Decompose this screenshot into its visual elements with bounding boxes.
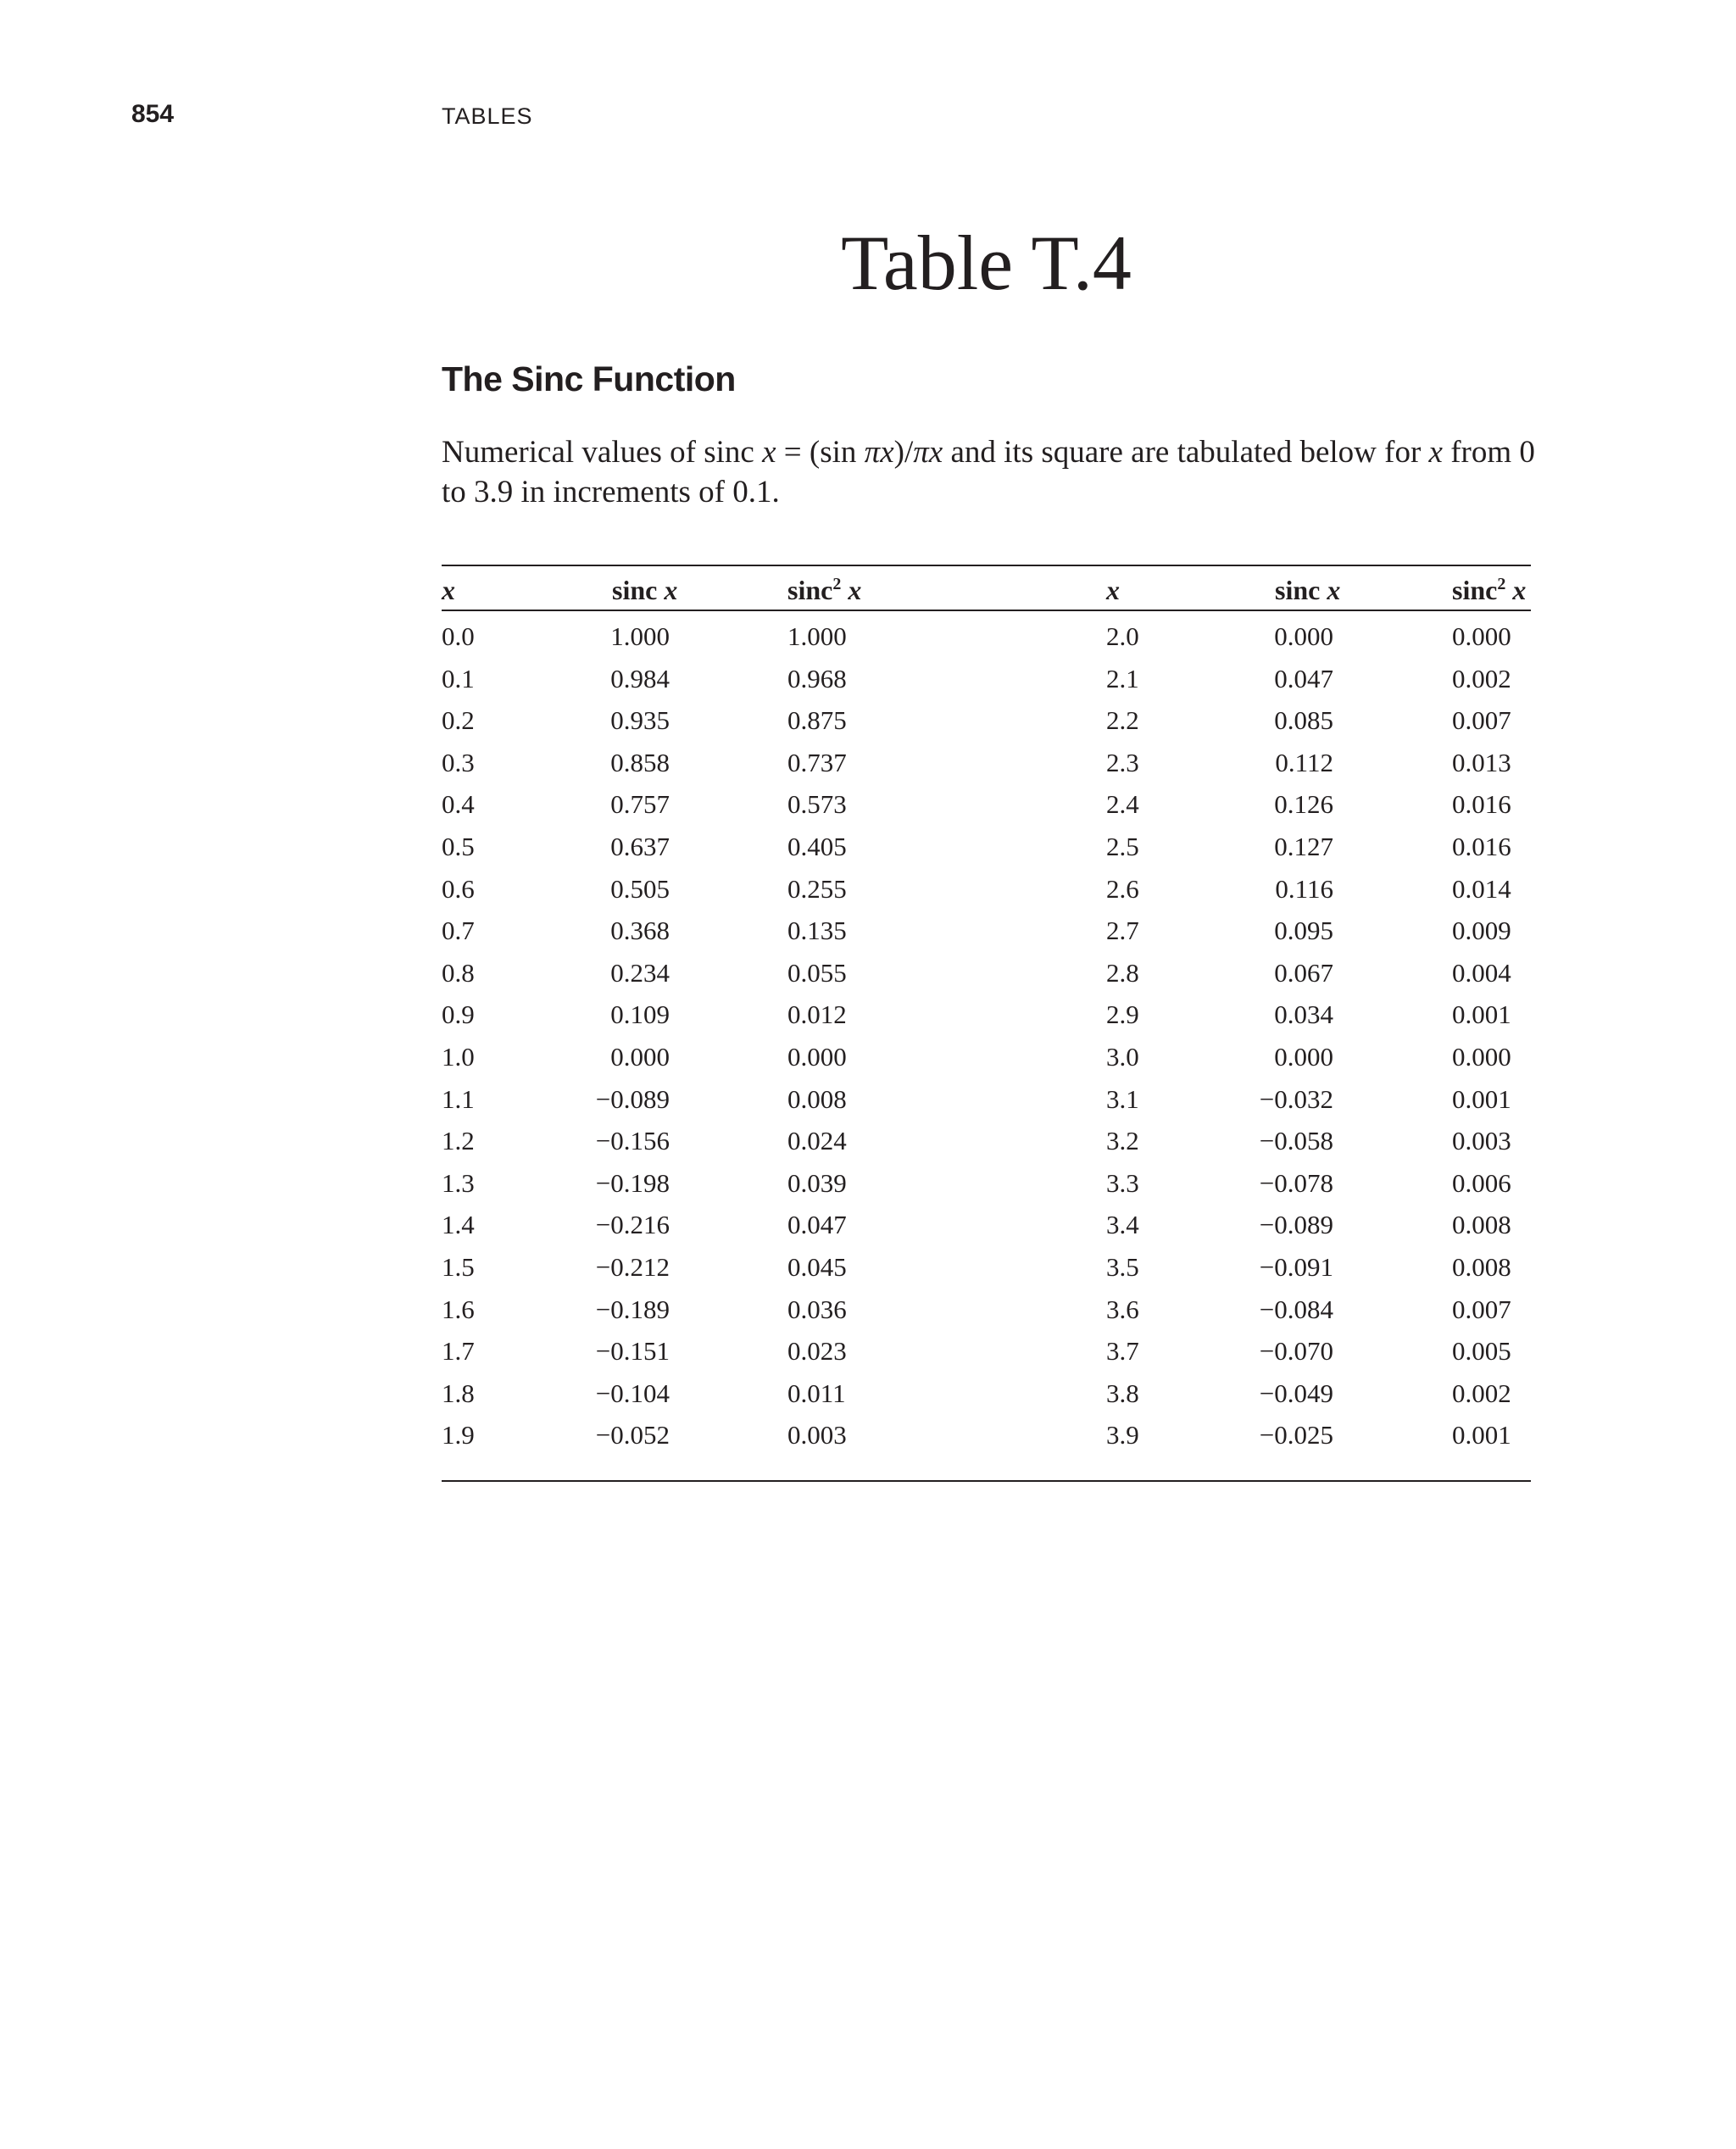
cell-x: 0.6 bbox=[442, 874, 475, 904]
cell-sinc-squared: 0.039 bbox=[787, 1168, 847, 1198]
page-number: 854 bbox=[131, 100, 175, 128]
cell-sinc: 0.637 bbox=[610, 832, 670, 861]
cell-x: 1.7 bbox=[442, 1336, 475, 1366]
cell-sinc: 0.034 bbox=[1274, 999, 1333, 1029]
cell-x: 3.6 bbox=[1106, 1294, 1139, 1324]
cell-sinc: −0.058 bbox=[1259, 1126, 1333, 1155]
cell-sinc-squared: 0.007 bbox=[1452, 1294, 1511, 1324]
cell-sinc-squared: 0.001 bbox=[1452, 999, 1511, 1029]
header-sinc-word: sinc bbox=[1275, 575, 1327, 605]
cell-sinc: −0.091 bbox=[1259, 1252, 1333, 1282]
cell-sinc: 0.000 bbox=[610, 1042, 670, 1072]
cell-x: 3.8 bbox=[1106, 1378, 1139, 1408]
cell-sinc-squared: 0.135 bbox=[787, 916, 847, 945]
cell-x: 1.8 bbox=[442, 1378, 475, 1408]
cell-sinc: 0.984 bbox=[610, 664, 670, 693]
cell-sinc-squared: 0.016 bbox=[1452, 832, 1511, 861]
intro-pi: π bbox=[864, 435, 881, 470]
cell-sinc-squared: 0.004 bbox=[1452, 958, 1511, 988]
cell-x: 1.3 bbox=[442, 1168, 475, 1198]
cell-sinc-squared: 1.000 bbox=[787, 621, 847, 651]
cell-sinc-squared: 0.008 bbox=[1452, 1252, 1511, 1282]
cell-sinc: 0.095 bbox=[1274, 916, 1333, 945]
header-x-label: x bbox=[442, 575, 455, 605]
cell-sinc-squared: 0.255 bbox=[787, 874, 847, 904]
cell-x: 2.6 bbox=[1106, 874, 1139, 904]
cell-sinc: 0.116 bbox=[1275, 874, 1333, 904]
cell-sinc: 0.112 bbox=[1275, 748, 1333, 777]
cell-sinc: −0.216 bbox=[595, 1210, 670, 1239]
cell-x: 0.7 bbox=[442, 916, 475, 945]
intro-text: Numerical values of sinc bbox=[442, 435, 763, 470]
cell-x: 3.4 bbox=[1106, 1210, 1139, 1239]
cell-sinc-squared: 0.000 bbox=[1452, 1042, 1511, 1072]
cell-sinc: −0.151 bbox=[595, 1336, 670, 1366]
cell-sinc: −0.070 bbox=[1259, 1336, 1333, 1366]
cell-sinc: −0.156 bbox=[595, 1126, 670, 1155]
cell-sinc: −0.078 bbox=[1259, 1168, 1333, 1198]
cell-x: 1.9 bbox=[442, 1420, 475, 1450]
cell-sinc-squared: 0.003 bbox=[1452, 1126, 1511, 1155]
intro-text: and its square are tabulated below for bbox=[943, 435, 1429, 470]
cell-sinc: 0.000 bbox=[1274, 621, 1333, 651]
intro-pi: π bbox=[913, 435, 929, 470]
cell-sinc: −0.089 bbox=[595, 1084, 670, 1114]
cell-x: 0.3 bbox=[442, 748, 475, 777]
cell-sinc-squared: 0.012 bbox=[787, 999, 847, 1029]
cell-sinc-squared: 0.737 bbox=[787, 748, 847, 777]
cell-x: 2.0 bbox=[1106, 621, 1139, 651]
cell-sinc-squared: 0.875 bbox=[787, 705, 847, 735]
cell-sinc-squared: 0.024 bbox=[787, 1126, 847, 1155]
cell-sinc-squared: 0.009 bbox=[1452, 916, 1511, 945]
header-sinc2-word: sinc bbox=[1452, 575, 1498, 605]
intro-var: x bbox=[762, 435, 776, 470]
cell-x: 1.6 bbox=[442, 1294, 475, 1324]
cell-x: 3.2 bbox=[1106, 1126, 1139, 1155]
header-sinc-var: x bbox=[1327, 575, 1341, 605]
cell-sinc: 0.858 bbox=[610, 748, 670, 777]
cell-sinc: 0.047 bbox=[1274, 664, 1333, 693]
cell-x: 0.5 bbox=[442, 832, 475, 861]
cell-x: 3.9 bbox=[1106, 1420, 1139, 1450]
cell-sinc-squared: 0.005 bbox=[1452, 1336, 1511, 1366]
header-sinc2-left bbox=[787, 573, 861, 607]
header-x-right bbox=[1106, 573, 1120, 607]
header-sinc2-exp: 2 bbox=[832, 575, 842, 593]
header-sinc2-right bbox=[1452, 573, 1526, 607]
cell-sinc: 0.126 bbox=[1274, 789, 1333, 819]
cell-sinc: 0.109 bbox=[610, 999, 670, 1029]
cell-x: 2.9 bbox=[1106, 999, 1139, 1029]
cell-sinc: −0.212 bbox=[595, 1252, 670, 1282]
cell-sinc: −0.198 bbox=[595, 1168, 670, 1198]
cell-x: 2.7 bbox=[1106, 916, 1139, 945]
cell-sinc: 0.757 bbox=[610, 789, 670, 819]
cell-sinc: 0.935 bbox=[610, 705, 670, 735]
cell-sinc-squared: 0.001 bbox=[1452, 1420, 1511, 1450]
intro-var: x bbox=[1428, 435, 1443, 470]
cell-x: 0.2 bbox=[442, 705, 475, 735]
header-x-label: x bbox=[1106, 575, 1120, 605]
cell-x: 0.0 bbox=[442, 621, 475, 651]
intro-var: x bbox=[880, 435, 894, 470]
cell-sinc-squared: 0.002 bbox=[1452, 1378, 1511, 1408]
cell-x: 0.8 bbox=[442, 958, 475, 988]
cell-sinc: 0.067 bbox=[1274, 958, 1333, 988]
intro-text: from 0 to 3.9 in increments of 0.1. bbox=[442, 435, 1535, 509]
cell-sinc: −0.032 bbox=[1259, 1084, 1333, 1114]
cell-sinc-squared: 0.013 bbox=[1452, 748, 1511, 777]
cell-sinc-squared: 0.000 bbox=[787, 1042, 847, 1072]
cell-x: 1.5 bbox=[442, 1252, 475, 1282]
cell-sinc: −0.104 bbox=[595, 1378, 670, 1408]
cell-x: 1.2 bbox=[442, 1126, 475, 1155]
table-bottom-rule bbox=[442, 1480, 1531, 1482]
cell-sinc-squared: 0.045 bbox=[787, 1252, 847, 1282]
cell-sinc-squared: 0.008 bbox=[1452, 1210, 1511, 1239]
table-title: Table T.4 bbox=[841, 220, 1132, 306]
cell-sinc: −0.025 bbox=[1259, 1420, 1333, 1450]
header-x-left bbox=[442, 573, 455, 607]
header-sinc-right bbox=[1275, 573, 1340, 607]
cell-x: 3.5 bbox=[1106, 1252, 1139, 1282]
table-top-rule bbox=[442, 565, 1531, 566]
cell-sinc-squared: 0.001 bbox=[1452, 1084, 1511, 1114]
cell-sinc-squared: 0.007 bbox=[1452, 705, 1511, 735]
cell-sinc-squared: 0.006 bbox=[1452, 1168, 1511, 1198]
intro-text: = (sin bbox=[776, 435, 865, 470]
cell-sinc-squared: 0.002 bbox=[1452, 664, 1511, 693]
header-sinc2-word: sinc bbox=[787, 575, 833, 605]
header-sinc-left bbox=[612, 573, 677, 607]
cell-sinc: 0.368 bbox=[610, 916, 670, 945]
cell-sinc: 0.234 bbox=[610, 958, 670, 988]
cell-x: 2.2 bbox=[1106, 705, 1139, 735]
cell-sinc: −0.052 bbox=[595, 1420, 670, 1450]
running-head: TABLES bbox=[442, 103, 533, 129]
intro-paragraph bbox=[442, 432, 1535, 512]
cell-sinc: 0.000 bbox=[1274, 1042, 1333, 1072]
cell-sinc-squared: 0.573 bbox=[787, 789, 847, 819]
cell-sinc: 0.085 bbox=[1274, 705, 1333, 735]
cell-x: 2.3 bbox=[1106, 748, 1139, 777]
cell-x: 0.4 bbox=[442, 789, 475, 819]
table-header-rule bbox=[442, 610, 1531, 611]
cell-x: 0.9 bbox=[442, 999, 475, 1029]
cell-x: 2.4 bbox=[1106, 789, 1139, 819]
cell-x: 1.1 bbox=[442, 1084, 475, 1114]
cell-sinc-squared: 0.047 bbox=[787, 1210, 847, 1239]
cell-x: 1.4 bbox=[442, 1210, 475, 1239]
cell-x: 2.1 bbox=[1106, 664, 1139, 693]
cell-sinc: −0.189 bbox=[595, 1294, 670, 1324]
cell-sinc-squared: 0.016 bbox=[1452, 789, 1511, 819]
cell-sinc: 0.127 bbox=[1274, 832, 1333, 861]
cell-sinc-squared: 0.055 bbox=[787, 958, 847, 988]
cell-sinc-squared: 0.014 bbox=[1452, 874, 1511, 904]
cell-x: 2.8 bbox=[1106, 958, 1139, 988]
cell-x: 0.1 bbox=[442, 664, 475, 693]
cell-sinc: −0.089 bbox=[1259, 1210, 1333, 1239]
cell-x: 3.3 bbox=[1106, 1168, 1139, 1198]
header-sinc-var: x bbox=[664, 575, 678, 605]
cell-sinc: 1.000 bbox=[610, 621, 670, 651]
cell-sinc-squared: 0.003 bbox=[787, 1420, 847, 1450]
cell-x: 3.1 bbox=[1106, 1084, 1139, 1114]
cell-x: 3.7 bbox=[1106, 1336, 1139, 1366]
cell-sinc: −0.049 bbox=[1259, 1378, 1333, 1408]
header-sinc2-var: x bbox=[841, 575, 862, 605]
intro-var: x bbox=[928, 435, 943, 470]
cell-sinc-squared: 0.405 bbox=[787, 832, 847, 861]
cell-sinc-squared: 0.036 bbox=[787, 1294, 847, 1324]
cell-x: 2.5 bbox=[1106, 832, 1139, 861]
header-sinc-word: sinc bbox=[612, 575, 665, 605]
cell-sinc-squared: 0.000 bbox=[1452, 621, 1511, 651]
header-sinc2-exp: 2 bbox=[1497, 575, 1506, 593]
cell-sinc: 0.505 bbox=[610, 874, 670, 904]
cell-x: 1.0 bbox=[442, 1042, 475, 1072]
cell-sinc-squared: 0.023 bbox=[787, 1336, 847, 1366]
header-sinc2-var: x bbox=[1505, 575, 1527, 605]
cell-sinc: −0.084 bbox=[1259, 1294, 1333, 1324]
section-title: The Sinc Function bbox=[442, 359, 736, 398]
cell-sinc-squared: 0.008 bbox=[787, 1084, 847, 1114]
cell-x: 3.0 bbox=[1106, 1042, 1139, 1072]
cell-sinc-squared: 0.011 bbox=[787, 1378, 846, 1408]
cell-sinc-squared: 0.968 bbox=[787, 664, 847, 693]
intro-text: )/ bbox=[893, 435, 914, 470]
